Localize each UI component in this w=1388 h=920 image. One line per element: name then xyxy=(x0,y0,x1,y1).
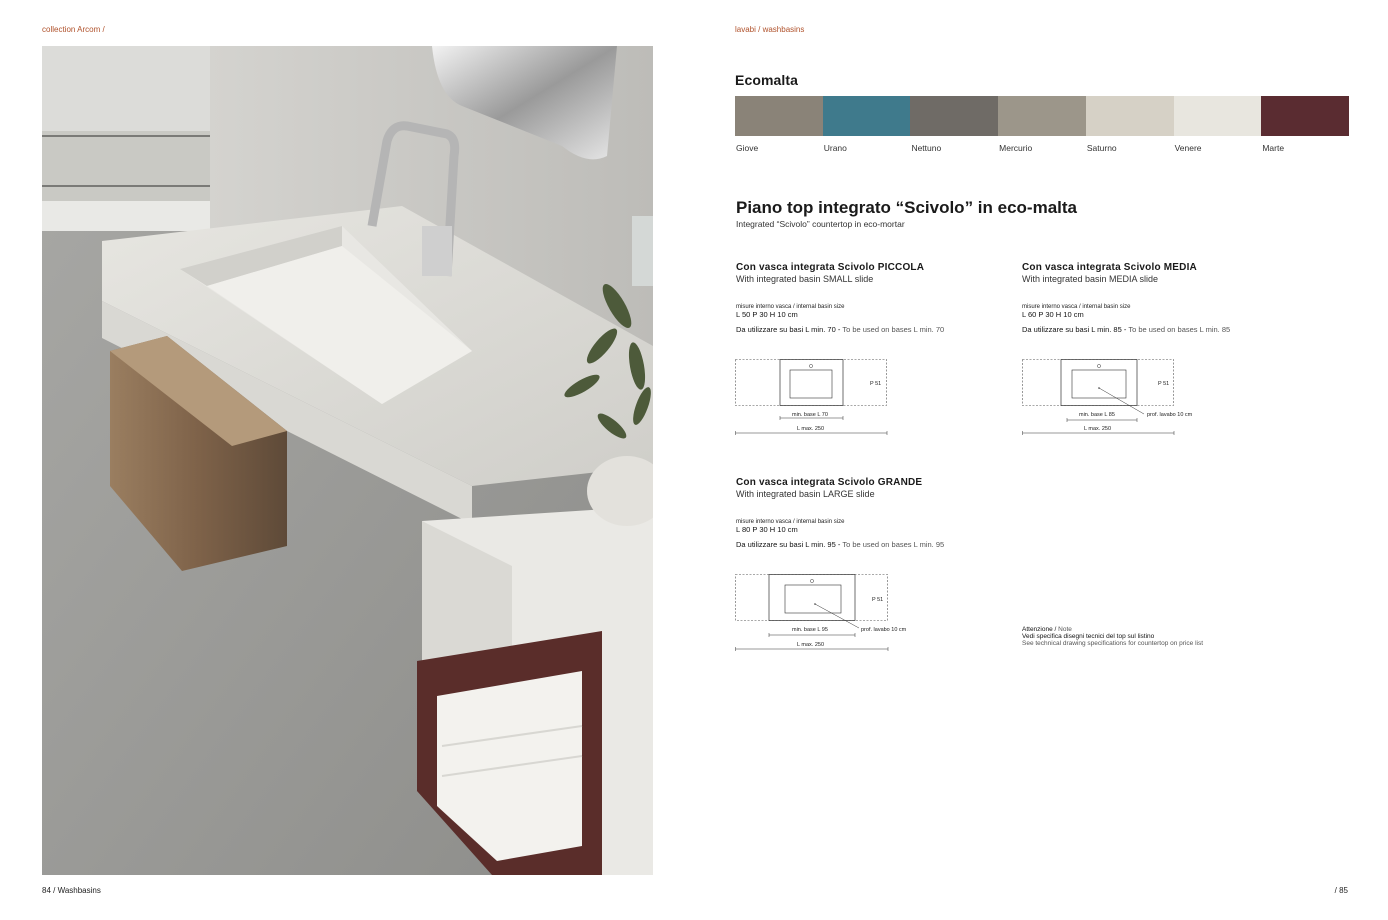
page-title: Piano top integrato “Scivolo” in eco-malta xyxy=(736,198,1077,217)
swatch-labels xyxy=(736,143,1350,153)
left-page-number: 84 / Washbasins xyxy=(42,886,101,895)
swatch-giove xyxy=(735,96,823,136)
note-line-it: Vedi specifica disegni tecnici del top sul listino xyxy=(1022,633,1155,640)
measure-label-en: internal basin size xyxy=(796,304,845,310)
ecomalta-title: Ecomalta xyxy=(735,72,799,88)
media-lmax-label: L max. 250 xyxy=(1084,426,1112,432)
swatch-label-urano: Urano xyxy=(823,143,847,153)
measure-label-en: internal basin size xyxy=(796,519,845,525)
note-block xyxy=(1022,626,1322,647)
media-diagram xyxy=(1022,358,1212,440)
media-depth-label: prof. lavabo 10 cm xyxy=(1147,412,1193,418)
media-subtitle: With integrated basin MEDIA slide xyxy=(1022,274,1159,284)
swatch-venere xyxy=(1174,96,1262,136)
use-en: To be used on bases L min. 85 xyxy=(1128,325,1231,334)
grande-title: Con vasca integrata Scivolo GRANDE xyxy=(736,477,923,488)
grande-diagram xyxy=(735,573,925,655)
media-p-label: P 51 xyxy=(1158,381,1170,387)
piccola-diagram xyxy=(735,358,895,440)
left-breadcrumb: collection Arcom / xyxy=(42,25,105,34)
grande-lmax-label: L max. 250 xyxy=(797,642,825,648)
swatch-label-mercurio: Mercurio xyxy=(999,143,1033,153)
grande-subtitle: With integrated basin LARGE slide xyxy=(736,489,875,499)
color-swatch-strip xyxy=(735,96,1349,136)
right-page-number: / 85 xyxy=(1334,886,1348,895)
swatch-urano xyxy=(823,96,911,136)
use-it: Da utilizzare su basi L min. 70 - xyxy=(736,325,841,334)
use-en: To be used on bases L min. 70 xyxy=(842,325,945,334)
measure-label-it: misure interno vasca / xyxy=(1022,304,1081,310)
swatch-label-venere: Venere xyxy=(1174,143,1202,153)
page-subtitle: Integrated “Scivolo” countertop in eco-mortar xyxy=(736,219,905,229)
grande-p-label: P 51 xyxy=(872,597,884,603)
piccola-lmax-label: L max. 250 xyxy=(797,426,825,432)
piccola-measure-value: L 50 P 30 H 10 cm xyxy=(736,310,798,319)
product-photo xyxy=(42,46,653,875)
note-title-en: Note xyxy=(1058,626,1072,633)
piccola-min-base-label: min. base L 70 xyxy=(792,412,828,418)
grande-min-base-label: min. base L 95 xyxy=(792,627,828,633)
bathroom-photo-illustration xyxy=(42,46,653,875)
swatch-marte xyxy=(1261,96,1349,136)
note-line-en: See technical drawing specifications for countertop on price list xyxy=(1022,640,1204,647)
swatch-label-nettuno: Nettuno xyxy=(911,143,942,153)
media-min-base-label: min. base L 85 xyxy=(1079,412,1115,418)
right-breadcrumb: lavabi / washbasins xyxy=(735,25,805,34)
piccola-use-line xyxy=(736,325,1006,334)
media-use-line xyxy=(1022,325,1322,334)
swatch-nettuno xyxy=(910,96,998,136)
section-grande xyxy=(736,477,1006,549)
grande-depth-label: prof. lavabo 10 cm xyxy=(861,627,907,633)
piccola-title: Con vasca integrata Scivolo PICCOLA xyxy=(736,262,925,273)
grande-measure-value: L 80 P 30 H 10 cm xyxy=(736,525,798,534)
media-measure-value: L 60 P 30 H 10 cm xyxy=(1022,310,1084,319)
swatch-label-giove: Giove xyxy=(736,143,759,153)
section-media xyxy=(1022,262,1322,334)
swatch-label-saturno: Saturno xyxy=(1086,143,1117,153)
use-it: Da utilizzare su basi L min. 85 - xyxy=(1022,325,1127,334)
piccola-subtitle: With integrated basin SMALL slide xyxy=(736,274,874,284)
section-piccola xyxy=(736,262,1006,334)
measure-label-it: misure interno vasca / xyxy=(736,304,795,310)
measure-label-en: internal basin size xyxy=(1082,304,1131,310)
piccola-p-label: P 51 xyxy=(870,381,882,387)
use-it: Da utilizzare su basi L min. 95 - xyxy=(736,540,841,549)
swatch-label-marte: Marte xyxy=(1262,143,1285,153)
swatch-mercurio xyxy=(998,96,1086,136)
swatch-saturno xyxy=(1086,96,1174,136)
note-title xyxy=(1022,626,1322,633)
measure-label-it: misure interno vasca / xyxy=(736,519,795,525)
use-en: To be used on bases L min. 95 xyxy=(842,540,945,549)
media-title: Con vasca integrata Scivolo MEDIA xyxy=(1022,262,1197,273)
grande-use-line xyxy=(736,540,1006,549)
note-title-it: Attenzione / xyxy=(1022,626,1057,633)
